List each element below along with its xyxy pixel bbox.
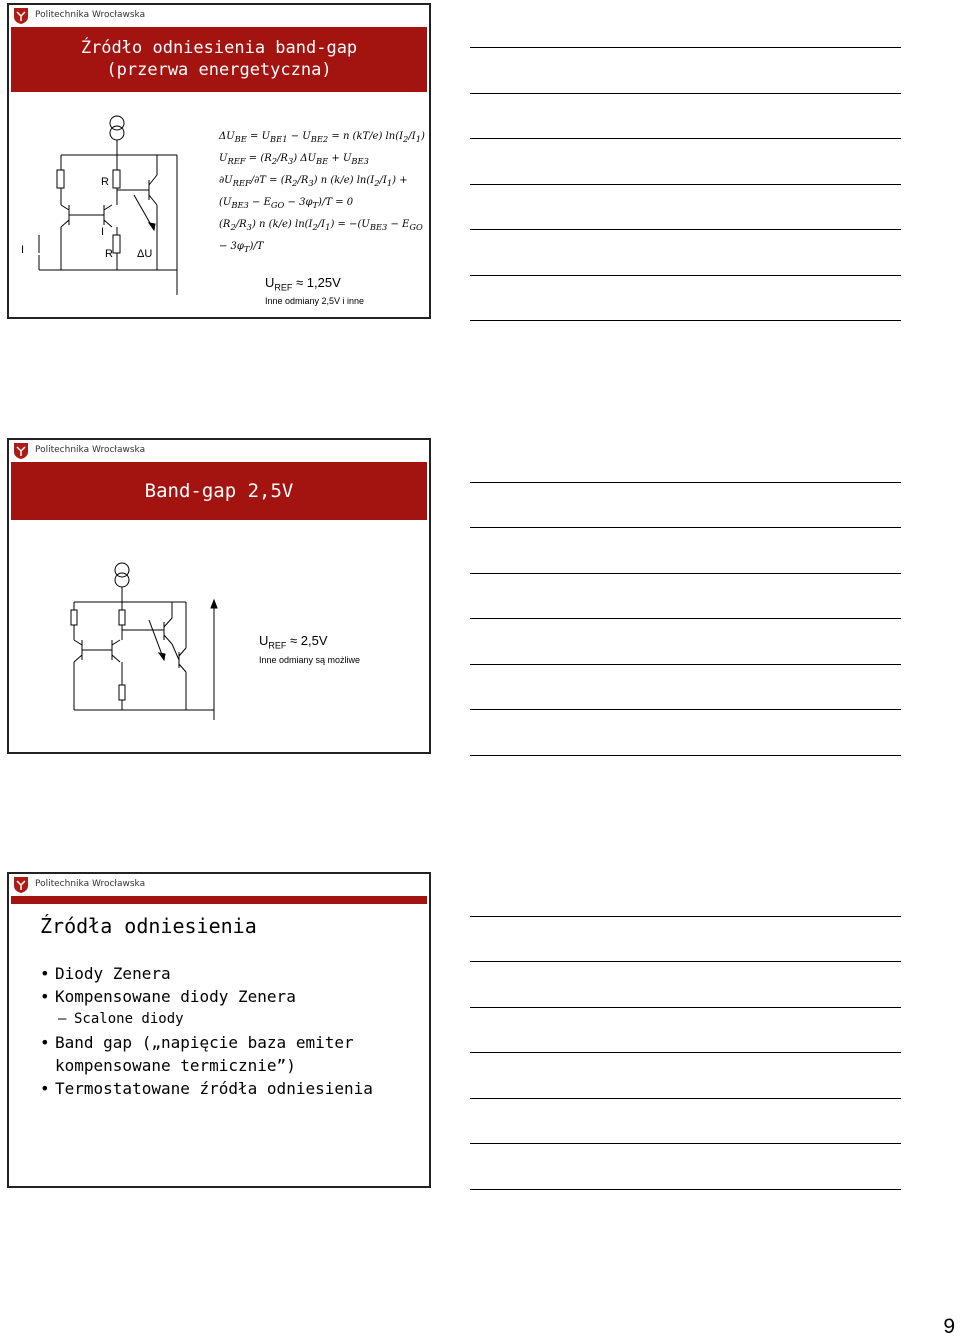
notes-line (470, 482, 901, 483)
uref-sub: REF (268, 640, 287, 651)
uref-sub: REF (274, 282, 293, 293)
uref-value-line (259, 633, 328, 651)
notes-line (470, 618, 901, 619)
notes-line (470, 138, 901, 139)
title-accent-bar (11, 896, 427, 904)
list-item: • Termostatowane źródła odniesienia (40, 1077, 420, 1100)
page-number: 9 (943, 1315, 955, 1338)
university-name: Politechnika Wrocławska (35, 445, 146, 455)
university-logo-icon (13, 442, 29, 460)
university-name: Politechnika Wrocławska (35, 10, 146, 20)
sub-list-item: – Scalone diody (40, 1008, 420, 1031)
bandgap-2v5-circuit-diagram (64, 560, 224, 720)
notes-line (470, 664, 901, 665)
list-item: • Diody Zenera (40, 962, 420, 985)
uref-value: ≈ 1,25V (296, 275, 341, 290)
label-i1: I (21, 244, 25, 256)
slide-3 (7, 872, 431, 1188)
title-line-2: (przerwa energetyczna) (106, 60, 332, 80)
uref-value: ≈ 2,5V (290, 633, 328, 648)
equation-1: $\Delta U_{BE} = U_{BE1} - U_{BE2} = n$ (kT/e) $\ln(I_2/I_1)$ (219, 131, 425, 144)
notes-line (470, 320, 901, 321)
notes-line (470, 229, 901, 230)
slide-header (9, 874, 429, 896)
notes-line (470, 527, 901, 528)
label-r3: R (105, 248, 113, 260)
notes-line (470, 1143, 901, 1144)
notes-line (470, 709, 901, 710)
list-item: • Kompensowane diody Zenera (40, 985, 420, 1008)
university-logo-icon (13, 7, 29, 25)
slide-header (9, 440, 429, 462)
slide-2-note: Inne odmiany są możliwe (259, 655, 361, 665)
slide-2 (7, 438, 431, 754)
university-logo-icon (13, 876, 29, 894)
notes-line (470, 1098, 901, 1099)
list-item: • Band gap („napięcie baza emiter kompensowane termicznie”) (40, 1031, 420, 1077)
slide-title (11, 27, 427, 92)
bandgap-circuit-diagram (9, 95, 209, 305)
label-r2: R (101, 176, 109, 188)
equation-2: $U_{REF} = (R_2/R_3) \Delta U_{BE} + U_{BE3}$ (219, 153, 369, 166)
notes-line (470, 573, 901, 574)
slide-1 (7, 3, 431, 319)
university-name: Politechnika Wrocławska (35, 879, 146, 889)
notes-line (470, 1052, 901, 1053)
notes-line (470, 1189, 901, 1190)
label-delta-ube: ΔU (137, 248, 153, 260)
notes-line (470, 47, 901, 48)
equation-4: $(R_2/R_3)$ n (k/e) $\ln(I_2/I_1) = -(U_{BE3} - E_{GO} - 3\varphi_T)/T$ (219, 219, 423, 254)
bullet-list (40, 962, 420, 1100)
slide-title: Źródła odniesienia (40, 914, 257, 938)
equation-3: $\partial U_{REF}/\partial T = (R_2/R_3)$ n (k/e) $\ln(I_2/I_1) + (U_{BE3} - E_{GO} - 3\varphi_T)/T = 0$ (219, 175, 408, 210)
uref-label: U (265, 275, 275, 290)
label-i2: I (101, 226, 105, 238)
uref-label: U (259, 633, 269, 648)
notes-line (470, 755, 901, 756)
uref-value-line (265, 275, 341, 293)
notes-line (470, 961, 901, 962)
slide-1-note: Inne odmiany 2,5V i inne (265, 296, 365, 306)
equations-block (219, 127, 429, 259)
notes-line (470, 275, 901, 276)
notes-line (470, 1007, 901, 1008)
title-line-1: Źródło odniesienia band-gap (80, 38, 358, 58)
notes-line (470, 184, 901, 185)
slide-header (9, 5, 429, 27)
slide-title: Band-gap 2,5V (11, 462, 427, 520)
notes-line (470, 916, 901, 917)
notes-line (470, 93, 901, 94)
